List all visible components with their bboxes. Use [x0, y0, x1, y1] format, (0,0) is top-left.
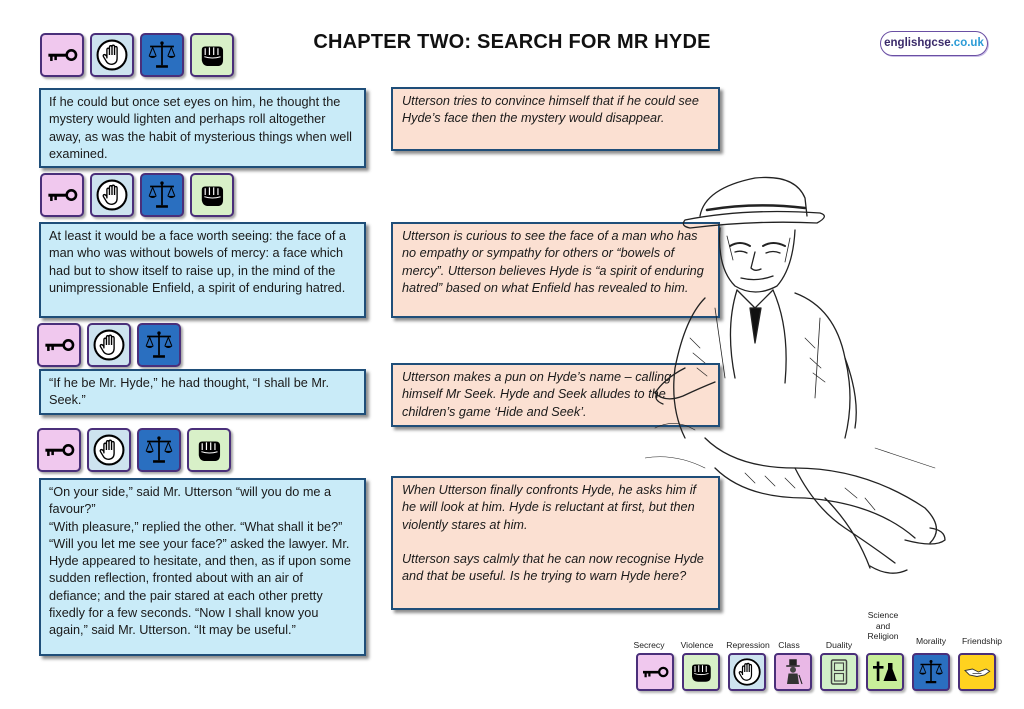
key-icon	[40, 173, 84, 217]
key-icon	[37, 428, 81, 472]
key-icon	[636, 653, 674, 691]
theme-icons-row-4	[37, 428, 231, 472]
brand-domain: .co.uk	[950, 37, 984, 49]
key-label-morality: Morality	[915, 636, 947, 646]
quote-box-1: If he could but once set eyes on him, he thought the mystery would lighten and perhaps roll altogether away, as was the habit of mysterious things when well examined.	[39, 88, 366, 168]
hand-icon	[87, 428, 131, 472]
analysis-text: Utterson is curious to see the face of a man who has no empathy or sympathy for others or “bowels of mercy”. Utterson believes Hyde is “a spirit of enduring hatred” based on what Enfield has revealed to him.	[402, 229, 704, 295]
key-label-violence: Violence	[680, 640, 714, 650]
fist-icon	[187, 428, 231, 472]
handshake-icon	[958, 653, 996, 691]
analysis-text: When Utterson finally confronts Hyde, he asks him if he will look at him. Hyde is reluctant at first, but then violently stares at him.	[402, 483, 697, 532]
quote-box-3: “If he be Mr. Hyde,” he had thought, “I shall be Mr. Seek.”	[39, 369, 366, 415]
mirror-icon	[820, 653, 858, 691]
quote-line: “Will you let me see your face?” asked the lawyer. Mr. Hyde appeared to hesitate, and then, as if upon some sudden reflection, fronted about with an air of defiance; and the pair stared at each other pretty fixedly for a few seconds. “Now I shall know you again,” said Mr. Utterson. “It may be useful.”	[49, 536, 351, 638]
scales-icon	[140, 173, 184, 217]
analysis-text: Utterson tries to convince himself that if he could see Hyde’s face then the mystery would disappear.	[402, 94, 699, 126]
scales-icon	[137, 323, 181, 367]
theme-icons-row-1	[40, 33, 234, 77]
quote-box-2: At least it would be a face worth seeing: the face of a man who was without bowels of mercy: a face which had but to show itself to raise up, in the mind of the unimpressionable Enfield, a spirit of enduring hatred.	[39, 222, 366, 318]
fist-icon	[190, 173, 234, 217]
fist-icon	[190, 33, 234, 77]
key-label-class: Class	[778, 640, 800, 650]
theme-icons-row-3	[37, 323, 181, 367]
cross-flask-icon	[866, 653, 904, 691]
hand-icon	[90, 33, 134, 77]
key-label-duality: Duality	[825, 640, 853, 650]
analysis-text: Utterson makes a pun on Hyde’s name – calling himself Mr Seek. Hyde and Seek alludes to the children’s game ‘Hide and Seek’.	[402, 370, 672, 419]
hand-icon	[87, 323, 131, 367]
analysis-box-1	[391, 87, 720, 151]
scales-icon	[912, 653, 950, 691]
key-icon	[40, 33, 84, 77]
quote-line: “On your side,” said Mr. Utterson “will you do me a favour?”	[49, 485, 332, 517]
key-label-secrecy: Secrecy	[633, 640, 665, 650]
key-label-friendship: Friendship	[961, 636, 1003, 646]
scales-icon	[140, 33, 184, 77]
key-label-science-religion: Science and Religion	[867, 610, 899, 641]
quote-line: “With pleasure,” replied the other. “What shall it be?”	[49, 519, 343, 534]
analysis-text: Utterson says calmly that he can now recognise Hyde and that be useful. Is he trying to warn Hyde here?	[402, 551, 704, 584]
page-title: CHAPTER TWO: SEARCH FOR MR HYDE	[313, 31, 711, 53]
brand-logo[interactable]	[880, 31, 988, 56]
key-label-repression: Repression	[726, 640, 770, 650]
hand-icon	[90, 173, 134, 217]
brand-name: englishgcse	[884, 37, 951, 49]
top-hat-figure-icon	[774, 653, 812, 691]
hand-icon	[728, 653, 766, 691]
scales-icon	[137, 428, 181, 472]
key-icon	[37, 323, 81, 367]
hyde-illustration	[645, 168, 975, 588]
quote-box-4	[39, 478, 366, 656]
theme-key	[630, 607, 1010, 697]
theme-icons-row-2	[40, 173, 234, 217]
fist-icon	[682, 653, 720, 691]
